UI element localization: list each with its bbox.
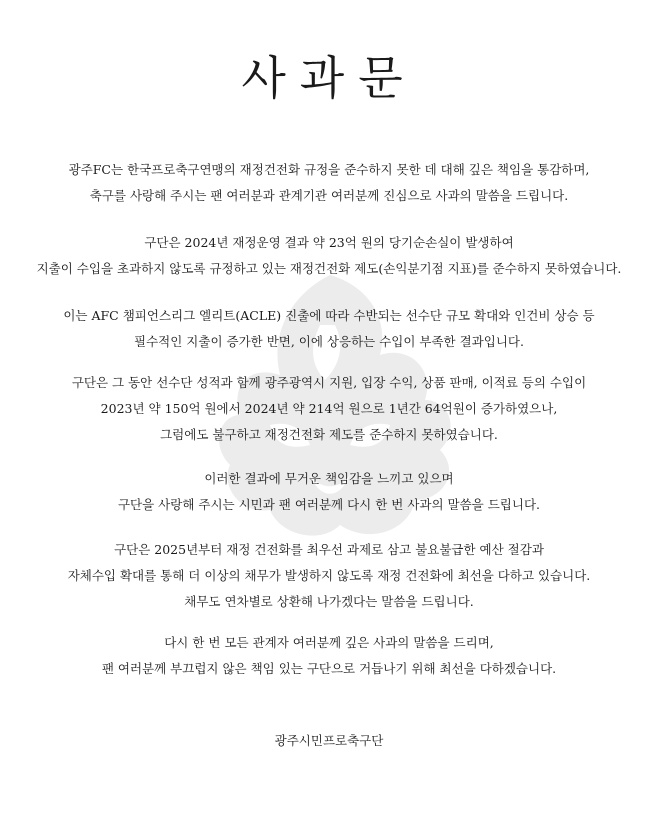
- paragraph-line: 필수적인 지출이 증가한 반면, 이에 상응하는 수입이 부족한 결과입니다.: [134, 334, 524, 349]
- paragraph-line: 이는 AFC 챔피언스리그 엘리트(ACLE) 진출에 따라 수반되는 선수단 규모 확대와 인건비 상승 등: [63, 308, 595, 323]
- paragraph-line: 구단을 사랑해 주시는 시민과 팬 여러분께 다시 한 번 사과의 말씀을 드립니다.: [117, 497, 540, 512]
- paragraph-line: 그럼에도 불구하고 재정건전화 제도를 준수하지 못하였습니다.: [160, 427, 498, 442]
- paragraph-line: 구단은 그 동안 선수단 성적과 함께 광주광역시 지원, 입장 수익, 상품 판매, 이적료 등의 수입이: [71, 375, 587, 390]
- paragraph-financial-result: [0, 230, 658, 282]
- paragraph-line: 2023년 약 150억 원에서 2024년 약 214억 원으로 1년간 64억원이 증가하였으나,: [100, 401, 558, 416]
- signature: 광주시민프로축구단: [274, 733, 384, 748]
- paragraph-line: 자체수입 확대를 통해 더 이상의 채무가 발생하지 않도록 재정 건전화에 최선을 다하고 있습니다.: [67, 568, 591, 583]
- paragraph-responsibility: [0, 466, 658, 518]
- page-title: 사과문: [241, 51, 417, 105]
- paragraph-apology-intro: [0, 157, 658, 209]
- paragraph-line: 구단은 2025년부터 재정 건전화를 최우선 과제로 삼고 불요불급한 예산 절감과: [114, 542, 544, 557]
- paragraph-revenue-growth: [0, 370, 658, 448]
- paragraph-line: 팬 여러분께 부끄럽지 않은 책임 있는 구단으로 거듭나기 위해 최선을 다하겠습니다.: [101, 661, 557, 676]
- paragraph-line: 지출이 수입을 초과하지 않도록 규정하고 있는 재정건전화 제도(손익분기점 지표)를 준수하지 못하였습니다.: [36, 261, 622, 276]
- paragraph-line: 이러한 결과에 무거운 책임감을 느끼고 있으며: [204, 471, 454, 486]
- paragraph-line: 구단은 2024년 재정운영 결과 약 23억 원의 당기순손실이 발생하여: [144, 235, 514, 250]
- paragraph-cause: [0, 303, 658, 355]
- paragraph-line: 다시 한 번 모든 관계자 여러분께 깊은 사과의 말씀을 드리며,: [164, 635, 494, 650]
- paragraph-line: 광주FC는 한국프로축구연맹의 재정건전화 규정을 준수하지 못한 데 대해 깊은 책임을 통감하며,: [68, 162, 590, 177]
- paragraph-plan: [0, 537, 658, 615]
- paragraph-line: 축구를 사랑해 주시는 팬 여러분과 관계기관 여러분께 진심으로 사과의 말씀을 드립니다.: [89, 188, 569, 203]
- paragraph-line: 채무도 연차별로 상환해 나가겠다는 말씀을 드립니다.: [184, 594, 474, 609]
- paragraph-closing: [0, 630, 658, 682]
